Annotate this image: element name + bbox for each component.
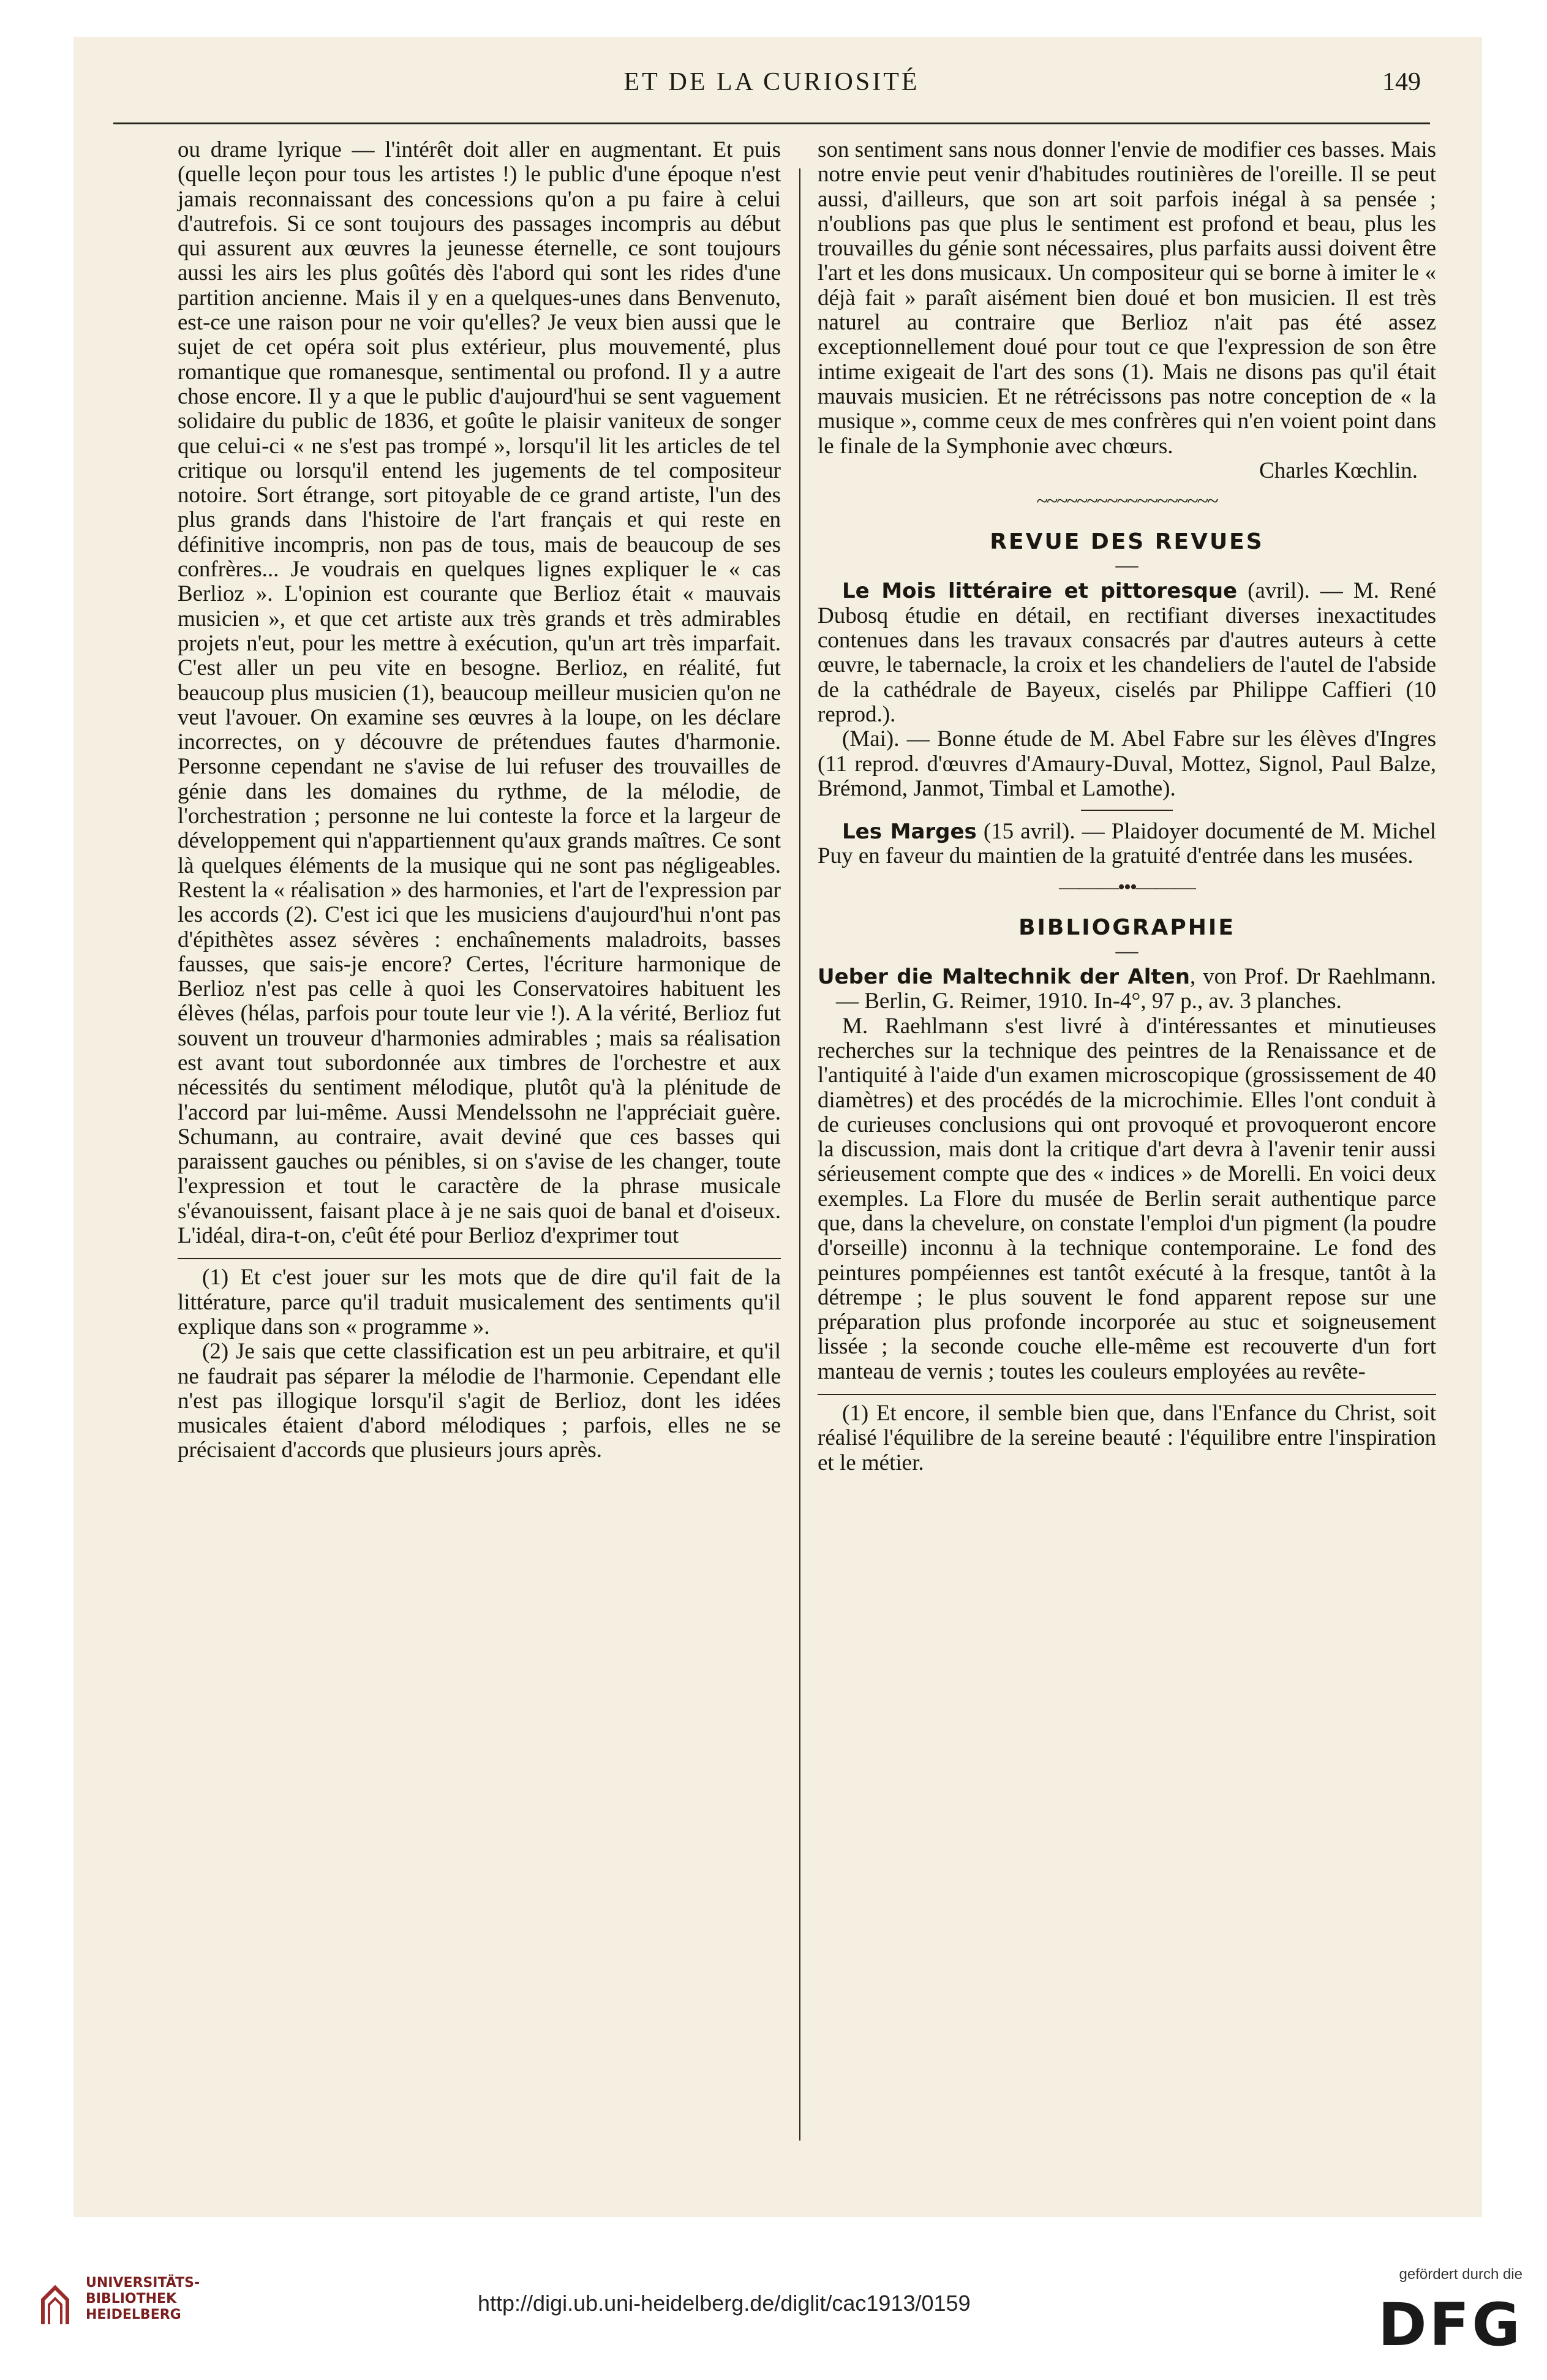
- left-footnote-1: (1) Et c'est jouer sur les mots que de dire qu'il fait de la littérature, parce qu'il traduit musicalement des sentiments qu'il explique dans son « programme ».: [178, 1265, 781, 1339]
- right-column: [818, 138, 1436, 1475]
- dfg-logo: DFG: [1377, 2291, 1523, 2359]
- page-number: 149: [1382, 68, 1421, 96]
- header-rule: [113, 122, 1430, 124]
- section-title-bibliographie: BIBLIOGRAPHIE: [1018, 914, 1235, 940]
- right-footnote-1: (1) Et encore, il semble bien que, dans l'Enfance du Christ, soit réalisé l'équilibre de la sereine beauté : l'équilibre entre l'inspiration et le métier.: [818, 1401, 1436, 1475]
- short-rule: [1081, 810, 1173, 811]
- title-dash: —: [1115, 552, 1139, 578]
- left-footnote-2: (2) Je sais que cette classification est un peu arbitraire, et qu'il ne faudrait pas séparer la mélodie de l'harmonie. Cependant elle n'est pas illogique lorsqu'il s'agit de Berlioz, dont les idées musicales étaient d'abord mélodiques ; parfois, elles ne se précisaient d'accords que plusieurs jours après.: [178, 1339, 781, 1463]
- review-text: (avril). — M. René Dubosq étudie en détail, en rectifiant diverses inexactitudes contenues dans les travaux consacrés par d'autres auteurs à cette œuvre, le tabernacle, la croix et les chandeliers de l'autel de l'abside de la cathédrale de Bayeux, ciselés par Philippe Caffieri (10 reprod.).: [818, 578, 1436, 727]
- left-column: [178, 138, 781, 1463]
- journal-name: Les Marges: [842, 819, 977, 845]
- ornament-divider: ~~~~~~~~~~~~~~~~~~: [1036, 490, 1218, 513]
- biblio-review-text: M. Raehlmann s'est livré à d'intéressantes et minutieuses recherches sur la technique des peintres de la Renaissance et de l'antiquité à l'aide d'un examen microscopique (grossissement de 40 diamètres) et des procédés de la microchimie. Elles l'ont conduit à de curieuses conclusions qui ont provoqué et provoqueront encore la discussion, mais dont la critique d'art devra à l'avenir tenir aussi sérieusement compte que des « indices » de Morelli. En voici deux exemples. La Flore du musée de Berlin serait authentique parce que, dans la chevelure, on constate l'emploi d'un pigment (la poudre d'orseille) inconnu à la technique contemporaine. Le fond des peintures pompéiennes est tantôt exécuté à la fresque, tantôt à la détrempe ; le plus souvent le fond apparent repose sur une préparation plus profonde incorporée au stuc et soigneusement lissée ; la seconde couche elle-même est recouverte d'un fort manteau de vernis ; toutes les couleurs employées au revête-: [818, 1013, 1436, 1384]
- ornament-divider-2: ———•••———: [1059, 875, 1195, 898]
- review-les-marges: [818, 819, 1436, 869]
- left-body-text: ou drame lyrique — l'intérêt doit aller en augmentant. Et puis (quelle leçon pour tous les artistes !) le public d'une époque n'est jamais reconnaissant des concessions qu'on a pu faire à celui d'autrefois. Si ce sont toujours des passages incompris au début qui assurent aux œuvres la jeunesse éternelle, ce sont toujours aussi les airs les plus goûtés dès l'abord qui sont les rides d'une partition ancienne. Mais il y en a quelques-unes dans Benvenuto, est-ce une raison pour ne voir qu'elles? Je veux bien aussi que le sujet de cet opéra soit plus extérieur, plus mouvementé, plus romantique que romanesque, sentimental ou profond. Il y a autre chose encore. Il y a que le public d'aujourd'hui se sent vaguement solidaire du public de 1836, et goûte le plaisir vaniteux de songer que celui-ci « ne s'est pas trompé », lorsqu'il lit les articles de tel critique ou lorsqu'il entend les jugements de tel compositeur notoire. Sort étrange, sort pitoyable de ce grand artiste, l'un des plus grands dans l'histoire de l'art français et qui reste en définitive incompris, non pas de tous, mais de beaucoup de ses confrères... Je voudrais en quelques lignes expliquer le « cas Berlioz ». L'opinion est courante que Berlioz était « mauvais musicien », et que cet artiste aux très grands et très admirables projets n'eut, pour les mettre à exécution, qu'un art très imparfait. C'est aller un peu vite en besogne. Berlioz, en réalité, fut beaucoup plus musicien (1), beaucoup meilleur musicien qu'on ne veut l'avouer. On examine ses œuvres à la loupe, on les déclare incorrectes, on y découvre de prétendues fautes d'harmonie. Personne cependant ne s'avise de lui refuser des trouvailles de génie dans les domaines du rythme, de la mélodie, de l'orchestration ; personne ne lui conteste la force et la largeur de développement qui n'appartiennent qu'aux grands maîtres. Ce sont là quelques éléments de la musique qui ne sont pas négligeables. Restent la « réalisation » des harmonies, et l'art de l'expression par les accords (2). C'est ici que les musiciens d'aujourd'hui n'ont pas d'épithètes assez sévères : enchaînements maladroits, basses fausses, que sais-je encore? Certes, l'écriture harmonique de Berlioz n'est pas celle à quoi les Conservatoires habituent les élèves (hélas, parfois pour toute leur vie !). A la vérité, Berlioz fut souvent un trouveur d'harmonies admirables ; mais sa réalisation est avant tout subordonnée aux timbres de l'orchestre et aux nécessités du sentiment mélodique, plutôt qu'à la plénitude de l'accord par lui-même. Aussi Mendelssohn ne l'appréciait guère. Schumann, au contraire, avait deviné que ces basses qui paraissent gauches ou pénibles, si on s'avise de les changer, toute l'expression et tout le caractère de la phrase musicale s'évanouissent, faisant place à je ne sais quoi de banal et d'oiseux. L'idéal, dira-t-on, c'eût été pour Berlioz d'exprimer tout: [178, 137, 781, 1249]
- author-signature: Charles Kœchlin.: [1259, 458, 1418, 483]
- right-body-continuation: son sentiment sans nous donner l'envie de modifier ces basses. Mais notre envie peut venir d'habitudes routinières de l'oreille. Il se peut aussi, d'ailleurs, que son art soit parfois inégal à sa pensée ; n'oublions pas que plus le sentiment est profond et beau, plus les trouvailles du génie sont nécessaires, plus parfaits aussi doivent être l'art et les dons musicaux. Un compositeur qui se borne à imiter le « déjà fait » paraît aisément bien doué et bon musicien. Il est très naturel au contraire que Berlioz n'ait pas été assez exceptionnellement doué pour tout ce que l'expression de son être intime exigeait de l'art des sons (1). Mais ne disons pas qu'il était mauvais musicien. Et ne rétrécissons pas notre conception de « la musique », comme ceux de mes confrères qui n'en voient point dans le finale de la Symphonie avec chœurs.: [818, 137, 1436, 459]
- funding-label: gefördert durch die: [1399, 2266, 1523, 2283]
- review-mai: (Mai). — Bonne étude de M. Abel Fabre sur les élèves d'Ingres (11 reprod. d'œuvres d'Amaury-Duval, Mottez, Signol, Paul Balze, Brémond, Janmot, Timbal et Lamothe).: [818, 726, 1436, 801]
- running-title: ET DE LA CURIOSITÉ: [623, 68, 920, 96]
- permalink[interactable]: http://digi.ub.uni-heidelberg.de/diglit/cac1913/0159: [478, 2291, 971, 2316]
- biblio-entry: [818, 965, 1436, 1014]
- title-dash: —: [1115, 938, 1139, 964]
- library-logo-icon: [37, 2281, 73, 2330]
- review-text: (15 avril). — Plaidoyer documenté de M. Michel Puy en faveur du maintien de la gratuité d'entrée dans les musées.: [818, 819, 1436, 869]
- journal-name: Le Mois littéraire et pittoresque: [842, 579, 1238, 604]
- footnote-rule: [818, 1394, 1436, 1395]
- review-mois-litteraire: [818, 579, 1436, 727]
- library-name: UNIVERSITÄTS- BIBLIOTHEK HEIDELBERG: [86, 2275, 200, 2322]
- running-head: [110, 67, 1433, 110]
- book-title: Ueber die Maltechnik der Alten: [818, 965, 1190, 990]
- footnote-rule: [178, 1258, 781, 1259]
- book-reference: , von Prof. Dr Raehlmann. — Berlin, G. Reimer, 1910. In-4°, 97 p., av. 3 planches.: [836, 964, 1436, 1014]
- column-divider: [799, 168, 800, 2141]
- section-title-revues: REVUE DES REVUES: [990, 529, 1264, 555]
